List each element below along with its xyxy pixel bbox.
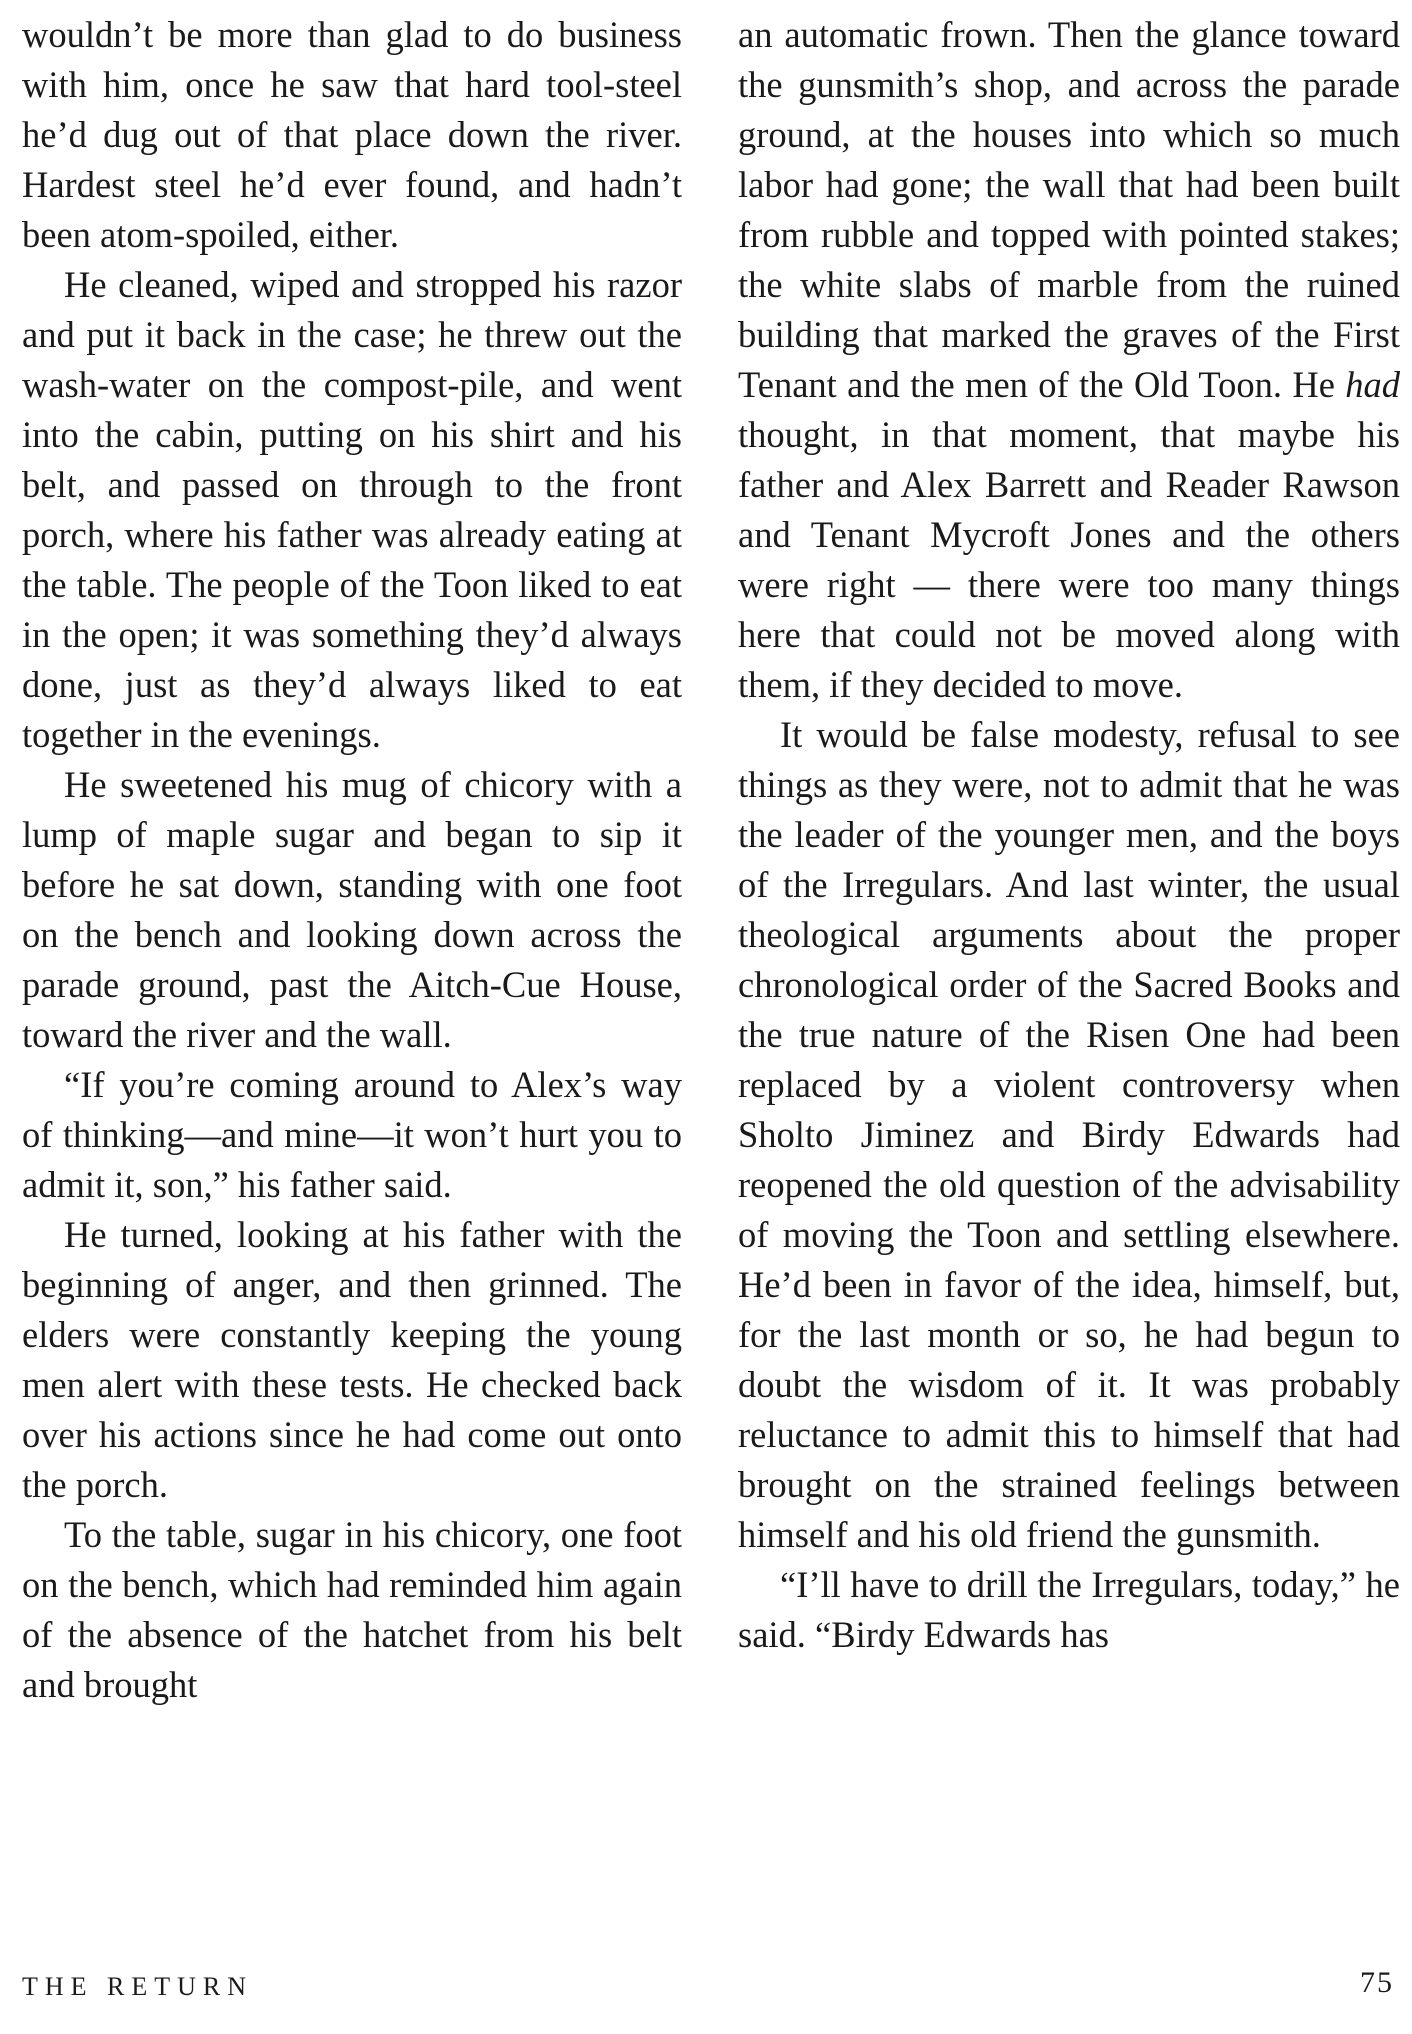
paragraph [22,760,682,1060]
paragraph [22,1210,682,1510]
running-title: THE RETURN [22,1972,254,2001]
text-run: an automatic frown. Then the glance toward the gunsmith’s shop, and across the parade ground, at the houses into which so much labor had gone; the wall that had been built from rubble and topped with pointed stakes; the white slabs of marble from the ruined building that marked the graves of the First Tenant and the men of the Old Toon. He [738,14,1400,405]
paragraph [22,10,682,260]
text-run: It would be false modesty, refusal to see things as they were, not to admit that he was the leader of the younger men, and the boys of the Irregulars. And last winter, the usual theological arguments about the proper chronological order of the Sacred Books and the true nature of the Risen One had been replaced by a violent controversy when Sholto Jiminez and Birdy Edwards had reopened the old question of the advisability of moving the Toon and settling elsewhere. He’d been in favor of the idea, himself, but, for the last month or so, he had begun to doubt the wisdom of it. It was probably reluctance to admit this to himself that had brought on the strained feelings between himself and his old friend the gunsmith. [738,714,1400,1555]
italic-text: had [1345,364,1400,405]
text-run: wouldn’t be more than glad to do business with him, once he saw that hard tool-steel he’d dug out of that place down the river. Hardest steel he’d ever found, and hadn’t been atom-spoiled, either. [22,14,682,255]
paragraph [738,710,1400,1560]
paragraph [22,1510,682,1710]
paragraph [738,1560,1400,1660]
text-run: He cleaned, wiped and stropped his razor and put it back in the case; he threw out the wash-water on the compost-pile, and went into the cabin, putting on his shirt and his belt, and passed on through to the front porch, where his father was already eating at the table. The people of the Toon liked to eat in the open; it was something they’d always done, just as they’d always liked to eat together in the evenings. [22,264,682,755]
text-run: “If you’re coming around to Alex’s way of thinking—and mine—it won’t hurt you to admit it, son,” his father said. [22,1064,682,1205]
paragraph [738,10,1400,710]
text-run: “I’ll have to drill the Irregulars, today,” he said. “Birdy Edwards has [738,1564,1400,1655]
left-text-column [22,10,682,1710]
text-run: He turned, looking at his father with the beginning of anger, and then grinned. The elders were constantly keeping the young men alert with these tests. He checked back over his actions since he had come out onto the porch. [22,1214,682,1505]
text-run: To the table, sugar in his chicory, one foot on the bench, which had reminded him again of the absence of the hatchet from his belt and brought [22,1514,682,1705]
right-text-column [738,10,1400,1660]
page-number: 75 [1360,1966,1394,1999]
text-run: He sweetened his mug of chicory with a lump of maple sugar and began to sip it before he sat down, standing with one foot on the bench and looking down across the parade ground, past the Aitch-Cue House, toward the river and the wall. [22,764,682,1055]
paragraph [22,260,682,760]
text-run: thought, in that moment, that maybe his father and Alex Barrett and Reader Rawson and Tenant Mycroft Jones and the others were right — there were too many things here that could not be moved along with them, if they decided to move. [738,414,1400,705]
paragraph [22,1060,682,1210]
